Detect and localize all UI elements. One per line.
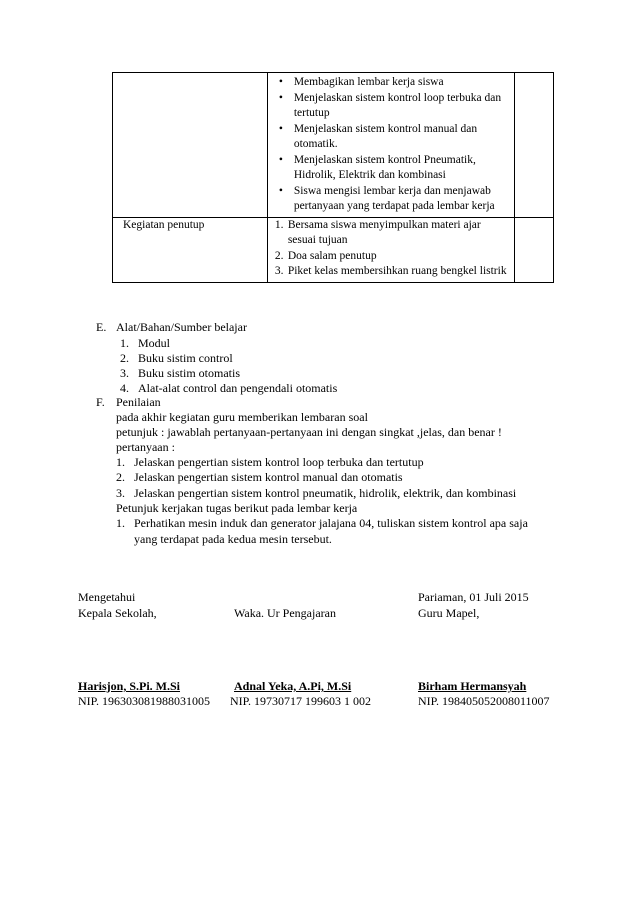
section-f-letter: F.: [96, 395, 105, 409]
list-text: Jelaskan pengertian sistem kontrol pneumatik, hidrolik, elektrik, dan kombinasi: [134, 486, 517, 500]
activity-table: [112, 72, 554, 283]
paragraph: Petunjuk kerjakan tugas berikut pada lembar kerja: [116, 501, 358, 515]
paragraph: pertanyaan :: [116, 440, 175, 454]
signature-name: Adnal Yeka, A.Pi, M.Si: [234, 679, 352, 693]
list-number: 2.: [274, 249, 284, 262]
list-text: Doa salam penutup: [287, 249, 377, 262]
table-row: [113, 73, 554, 218]
list-number: 3.: [274, 265, 284, 277]
activity-bullet-list: [274, 75, 510, 215]
list-number: 1.: [116, 516, 125, 530]
table-cell-empty: [113, 73, 268, 218]
list-text: Jelaskan pengertian sistem kontrol loop terbuka dan tertutup: [134, 455, 424, 469]
list-number: 3.: [120, 366, 129, 380]
closing-list: [274, 218, 510, 280]
list-text: Buku sistim control: [138, 351, 233, 365]
list-item: [274, 218, 510, 249]
list-number: 1.: [120, 336, 129, 350]
list-text: Bersama siswa menyimpulkan materi ajar sesuai tujuan: [287, 218, 481, 246]
place-date: Pariaman, 01 Juli 2015: [418, 590, 529, 604]
mengetahui-label: Mengetahui: [78, 590, 136, 604]
paragraph: petunjuk : jawablah pertanyaan-pertanyaan ini dengan singkat ,jelas, dan benar !: [116, 425, 502, 439]
list-number: 2.: [120, 351, 129, 365]
list-item: [274, 264, 510, 280]
list-item: • Menjelaskan sistem kontrol Pneumatik, Hidrolik, Elektrik dan kombinasi: [294, 153, 510, 184]
table-cell-empty: [514, 217, 553, 282]
list-text: Modul: [138, 336, 171, 350]
list-number: 1.: [274, 218, 284, 231]
list-text: Alat-alat control dan pengendali otomatis: [138, 381, 338, 395]
list-item: • Menjelaskan sistem kontrol manual dan otomatik.: [294, 122, 510, 153]
table-cell-label: Kegiatan penutup: [113, 217, 268, 282]
list-text: Piket kelas membersihkan ruang bengkel listrik: [287, 265, 507, 277]
table-row: [113, 217, 554, 282]
list-number: 4.: [120, 381, 129, 395]
paragraph: pada akhir kegiatan guru memberikan lembaran soal: [116, 410, 368, 424]
signature-nip: NIP. 196303081988031005: [78, 694, 211, 708]
list-text: yang terdapat pada kedua mesin tersebut.: [134, 532, 332, 546]
list-text: Perhatikan mesin induk dan generator jalajana 04, tuliskan sistem kontrol apa saja: [134, 516, 528, 530]
table-cell-activities: [267, 73, 514, 218]
signature-role: Waka. Ur Pengajaran: [234, 606, 336, 620]
section-e-letter: E.: [96, 320, 107, 334]
list-number: 3.: [116, 486, 125, 500]
list-number: 1.: [116, 455, 125, 469]
list-item: [274, 249, 510, 265]
list-item: • Membagikan lembar kerja siswa: [294, 75, 510, 91]
signature-role: Guru Mapel,: [418, 606, 480, 620]
signature-name: Birham Hermansyah: [418, 679, 527, 693]
table-cell-closing: [267, 217, 514, 282]
list-number: 2.: [116, 470, 125, 484]
signature-name: Harisjon, S.Pi. M.Si: [78, 679, 181, 693]
list-text: Buku sistim otomatis: [138, 366, 241, 380]
section-f-title: Penilaian: [116, 395, 161, 409]
list-item: • Siswa mengisi lembar kerja dan menjawab pertanyaan yang terdapat pada lembar kerja: [294, 184, 510, 215]
list-item: • Menjelaskan sistem kontrol loop terbuka dan tertutup: [294, 91, 510, 122]
section-e-title: Alat/Bahan/Sumber belajar: [116, 320, 247, 334]
signature-nip: NIP. 198405052008011007: [418, 694, 550, 708]
signature-role: Kepala Sekolah,: [78, 606, 157, 620]
table-cell-empty: [514, 73, 553, 218]
list-text: Jelaskan pengertian sistem kontrol manual dan otomatis: [134, 470, 403, 484]
signature-nip: NIP. 19730717 199603 1 002: [230, 694, 372, 708]
